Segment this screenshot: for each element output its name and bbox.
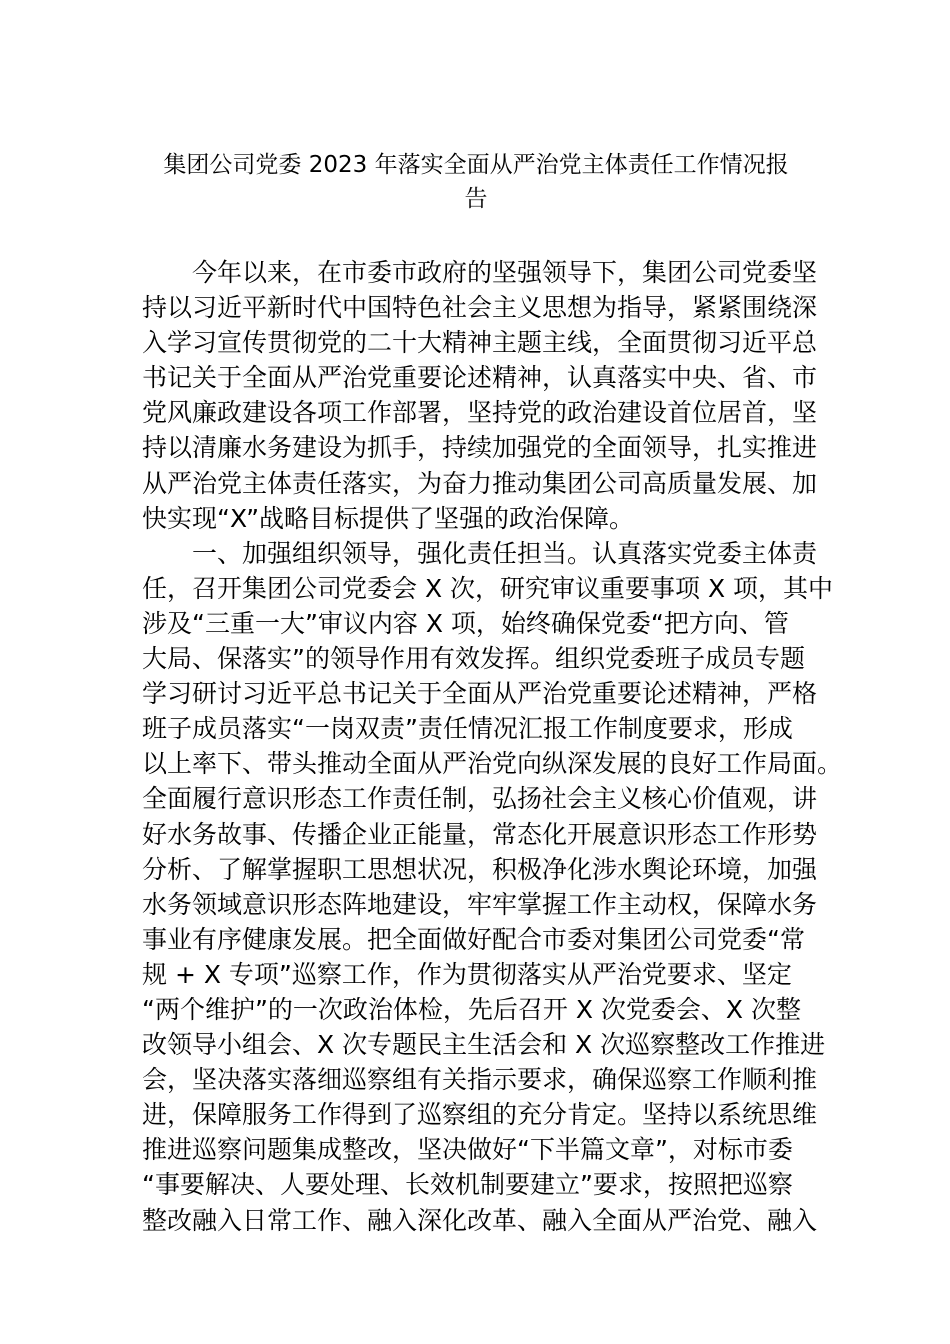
- text-line: 党风廉政建设各项工作部署，坚持党的政治建设首位居首，坚: [142, 398, 818, 428]
- text-line: 任，召开集团公司党委会 X 次，研究审议重要事项 X 项，其中: [142, 573, 834, 603]
- text-line: 分析、了解掌握职工思想状况，积极净化涉水舆论环境，加强: [142, 854, 818, 884]
- text-line: 快实现“X”战略目标提供了坚强的政治保障。: [142, 503, 635, 533]
- text-line: 整改融入日常工作、融入深化改革、融入全面从严治党、融入: [142, 1205, 818, 1235]
- text-line: 水务领域意识形态阵地建设，牢牢掌握工作主动权，保障水务: [142, 889, 818, 919]
- title-line: 集团公司党委 2023 年落实全面从严治党主体责任工作情况报: [163, 152, 789, 178]
- text-line: 事业有序健康发展。把全面做好配合市委对集团公司党委“常: [142, 924, 805, 954]
- text-line: 书记关于全面从严治党重要论述精神，认真落实中央、省、市: [142, 363, 818, 393]
- text-line: “两个维护”的一次政治体检，先后召开 X 次党委会、X 次整: [142, 994, 801, 1024]
- text-line: 一、加强组织领导，强化责任担当。认真落实党委主体责: [192, 538, 818, 568]
- text-line: 全面履行意识形态工作责任制，弘扬社会主义核心价值观，讲: [142, 784, 818, 814]
- text-line: 会，坚决落实落细巡察组有关指示要求，确保巡察工作顺利推: [142, 1065, 818, 1095]
- text-line: 今年以来，在市委市政府的坚强领导下，集团公司党委坚: [192, 258, 818, 287]
- text-line: 大局、保落实”的领导作用有效发挥。组织党委班子成员专题: [142, 644, 805, 674]
- text-line: 持以习近平新时代中国特色社会主义思想为指导，紧紧围绕深: [142, 293, 818, 323]
- text-line: 进，保障服务工作得到了巡察组的充分肯定。坚持以系统思维: [142, 1100, 818, 1130]
- text-line: 学习研讨习近平总书记关于全面从严治党重要论述精神，严格: [142, 679, 818, 709]
- paragraph-section-one: [142, 536, 843, 1238]
- document-title: [146, 148, 806, 216]
- text-line: 班子成员落实“一岗双责”责任情况汇报工作制度要求，形成: [142, 714, 793, 744]
- text-line: 推进巡察问题集成整改，坚决做好“下半篇文章”，对标市委: [142, 1135, 793, 1165]
- text-line: 规 + X 专项”巡察工作，作为贯彻落实从严治党要求、坚定: [142, 959, 792, 989]
- text-line: 好水务故事、传播企业正能量，常态化开展意识形态工作形势: [142, 819, 818, 849]
- text-line: 从严治党主体责任落实，为奋力推动集团公司高质量发展、加: [142, 468, 818, 498]
- text-line: 入学习宣传贯彻党的二十大精神主题主线，全面贯彻习近平总: [142, 328, 818, 358]
- document-body: [142, 255, 843, 1238]
- paragraph-intro: [142, 255, 822, 536]
- text-line: 涉及“三重一大”审议内容 X 项，始终确保党委“把方向、管: [142, 608, 789, 638]
- text-line: 以上率下、带头推动全面从严治党向纵深发展的良好工作局面。: [142, 749, 843, 779]
- text-line: 改领导小组会、X 次专题民主生活会和 X 次巡察整改工作推进: [142, 1030, 826, 1060]
- text-line: “事要解决、人要处理、长效机制要建立”要求，按照把巡察: [142, 1170, 793, 1200]
- text-line: 持以清廉水务建设为抓手，持续加强党的全面领导，扎实推进: [142, 433, 818, 463]
- title-line: 告: [464, 186, 488, 212]
